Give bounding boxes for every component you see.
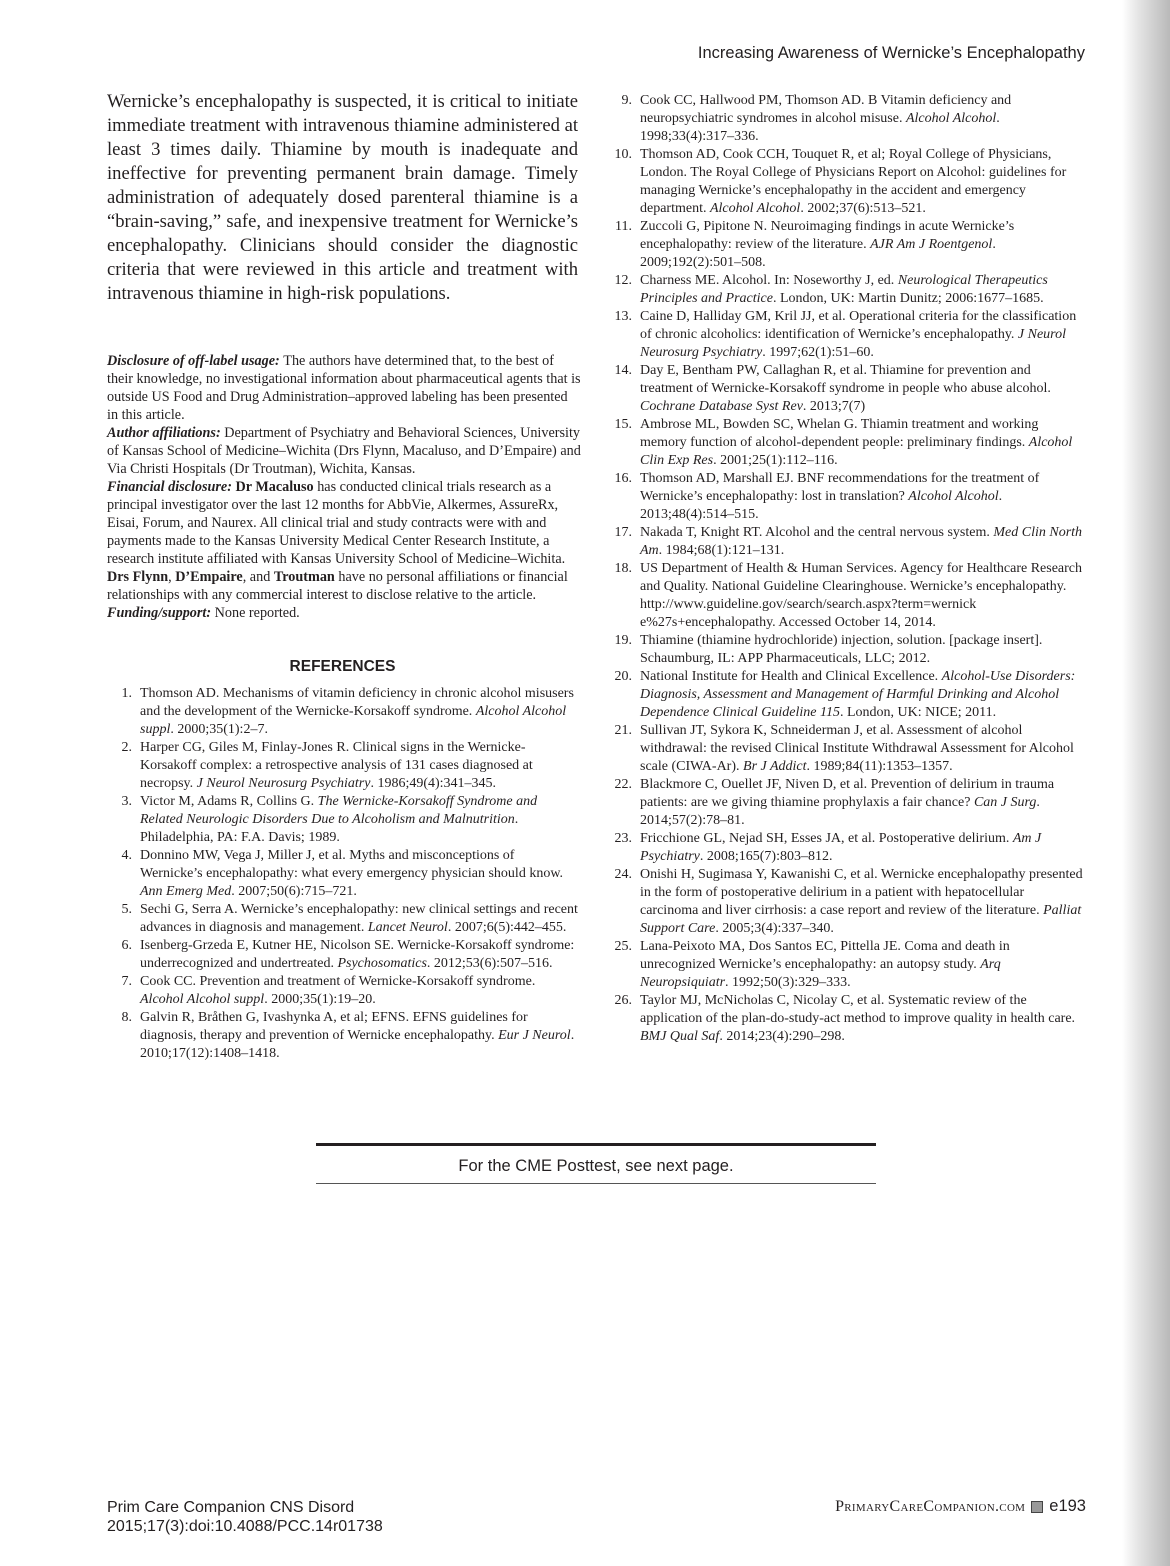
reference-text xyxy=(640,218,1085,272)
reference-item xyxy=(107,937,578,973)
reference-number: 26. xyxy=(614,993,632,1008)
reference-item xyxy=(607,218,1085,272)
reference-text xyxy=(140,685,578,739)
reference-text xyxy=(640,632,1085,668)
doi: 2015;17(3):doi:10.4088/PCC.14r01738 xyxy=(107,1518,383,1535)
reference-number: 25. xyxy=(614,939,632,954)
reference-body: Charness ME. Alcohol. In: Noseworthy J, ed. xyxy=(640,273,898,288)
reference-item xyxy=(107,739,578,793)
reference-body: Taylor MJ, McNicholas C, Nicolay C, et al. Systematic review of the application of the plan-do-study-act method to improve quality in health care. xyxy=(640,993,1076,1026)
reference-details: . London, UK: Martin Dunitz; 2006:1677–1685. xyxy=(772,291,1044,306)
reference-details: . 2001;25(1):112–116. xyxy=(713,453,838,468)
page-number: e193 xyxy=(1049,1497,1086,1515)
reference-details: . 2007;6(5):442–455. xyxy=(447,920,567,935)
journal-name: Prim Care Companion CNS Disord xyxy=(107,1499,355,1516)
reference-text xyxy=(640,92,1085,146)
author-name: D’Empaire xyxy=(175,569,243,585)
reference-text xyxy=(640,416,1085,470)
reference-text xyxy=(140,973,578,1009)
reference-details: . 1989;84(11):1353–1357. xyxy=(806,759,953,774)
reference-item xyxy=(607,308,1085,362)
reference-details: . 1998;33(4):317–336. xyxy=(640,111,1000,144)
reference-number: 22. xyxy=(614,777,632,792)
reference-body: Donnino MW, Vega J, Miller J, et al. Myths and misconceptions of Wernicke’s encephalopathy: what every emergency physician should know. xyxy=(140,848,564,881)
reference-details: . 2000;35(1):19–20. xyxy=(264,992,376,1007)
reference-body: Nakada T, Knight RT. Alcohol and the central nervous system. xyxy=(640,525,994,540)
reference-text xyxy=(640,668,1085,722)
reference-source: BMJ Qual Saf xyxy=(640,1029,720,1044)
reference-details: . 2009;192(2):501–508. xyxy=(640,237,996,270)
reference-body: Lana-Peixoto MA, Dos Santos EC, Pittella JE. Coma and death in unrecognized Wernicke’s encephalopathy: an autopsy study. xyxy=(640,939,1010,972)
disclosure-text: None reported. xyxy=(214,605,300,621)
disclosure-text: has conducted clinical trials research as a principal investigator over the last 12 months for AbbVie, Alkermes, AssureRx, Eisai, Forum, and Naurex. All clinical trial and study contracts were with and payments made to the Kansas University Medical Center Research Institute, a research institute affiliated with Kansas University School of Medicine–Wichita. xyxy=(107,479,566,567)
reference-body: Thomson AD, Marshall EJ. BNF recommendations for the treatment of Wernicke’s encephalopathy: lost in translation? xyxy=(640,471,1040,504)
reference-body: Victor M, Adams R, Collins G. xyxy=(140,794,318,809)
reference-item xyxy=(607,776,1085,830)
reference-body: Galvin R, Bråthen G, Ivashynka A, et al; EFNS. EFNS guidelines for diagnosis, therapy and prevention of Wernicke encephalopathy. xyxy=(140,1010,528,1043)
reference-number: 21. xyxy=(614,723,632,738)
reference-number: 8. xyxy=(121,1010,132,1025)
page-edge-shadow xyxy=(1122,0,1170,1566)
reference-source: Alcohol Alcohol xyxy=(905,111,997,126)
reference-number: 11. xyxy=(615,219,632,234)
reference-item xyxy=(607,722,1085,776)
reference-number: 10. xyxy=(614,147,632,162)
reference-text xyxy=(640,560,1085,632)
reference-text xyxy=(140,847,578,901)
reference-item xyxy=(607,668,1085,722)
disclosure-text: Department of Psychiatry and Behavioral Sciences, University of Kansas School of Medicine–Wichita (Drs Flynn, Macaluso, and D’Empaire) and Via Christi Hospitals (Dr Troutman), Wichita, Kansas. xyxy=(107,425,581,477)
reference-source: J Neurol Neurosurg Psychiatry xyxy=(196,776,371,791)
reference-source: Cochrane Database Syst Rev xyxy=(640,399,803,414)
reference-number: 18. xyxy=(614,561,632,576)
reference-body: Caine D, Halliday GM, Kril JJ, et al. Operational criteria for the classification of chronic alcoholics: identification of Wernicke’s encephalopathy. xyxy=(640,309,1077,342)
reference-item xyxy=(607,992,1085,1046)
cme-posttest-note: For the CME Posttest, see next page. xyxy=(316,1143,876,1184)
reference-details: . 2013;7(7) xyxy=(802,399,866,414)
reference-details: . 1984;68(1):121–131. xyxy=(658,543,785,558)
reference-item xyxy=(107,793,578,847)
reference-body: Cook CC. Prevention and treatment of Wernicke-Korsakoff syndrome. xyxy=(140,974,536,989)
reference-item xyxy=(607,524,1085,560)
reference-list-left xyxy=(107,685,578,1063)
references-heading: REFERENCES xyxy=(289,658,396,675)
disclosure-paragraph xyxy=(107,424,582,478)
reference-details: . 2007;50(6):715–721. xyxy=(231,884,357,899)
reference-body: National Institute for Health and Clinical Excellence. xyxy=(640,669,942,684)
reference-details: . 1992;50(3):329–333. xyxy=(725,975,851,990)
reference-source: Psychosomatics xyxy=(337,956,427,971)
reference-item xyxy=(107,1009,578,1063)
reference-number: 6. xyxy=(121,938,132,953)
reference-details: . 1997;62(1):51–60. xyxy=(762,345,874,360)
reference-text xyxy=(640,992,1085,1046)
reference-number: 23. xyxy=(614,831,632,846)
reference-number: 14. xyxy=(614,363,632,378)
reference-details: . London, UK: NICE; 2011. xyxy=(839,705,997,720)
reference-source: Alcohol Alcohol xyxy=(709,201,801,216)
disclosure-text: , and xyxy=(242,569,274,585)
reference-item xyxy=(107,973,578,1009)
reference-body: Isenberg-Grzeda E, Kutner HE, Nicolson SE. Wernicke-Korsakoff syndrome: underrecognized and undertreated. xyxy=(140,938,575,971)
reference-text xyxy=(640,272,1085,308)
reference-details: . 2002;37(6):513–521. xyxy=(800,201,926,216)
reference-number: 4. xyxy=(121,848,132,863)
reference-text xyxy=(640,830,1085,866)
reference-text xyxy=(140,1009,578,1063)
reference-details: . 2013;48(4):514–515. xyxy=(640,489,1003,522)
reference-text xyxy=(140,739,578,793)
reference-source: Ann Emerg Med xyxy=(140,884,232,899)
reference-item xyxy=(607,632,1085,668)
disclosure-paragraph xyxy=(107,352,582,424)
reference-body: US Department of Health & Human Services. Agency for Healthcare Research and Quality. National Guideline Clearinghouse. Wernicke’s encephalopathy. http://www.guideline.gov/search/search.aspx?term=wernick e%27s+encephalopathy. Accessed October 14, 2014. xyxy=(640,561,1083,630)
reference-details: . 2014;57(2):78–81. xyxy=(640,795,1040,828)
reference-body: Thiamine (thiamine hydrochloride) injection, solution. [package insert]. Schaumburg, IL: APP Pharmaceuticals, LLC; 2012. xyxy=(640,633,1043,666)
reference-number: 9. xyxy=(621,93,632,108)
reference-source: Am J Psychiatry xyxy=(640,831,1042,864)
reference-body: Thomson AD. Mechanisms of vitamin deficiency in chronic alcohol misusers and the development of the Wernicke-Korsakoff syndrome. xyxy=(140,686,574,719)
reference-item xyxy=(607,272,1085,308)
author-name: Drs Flynn xyxy=(107,569,169,585)
reference-body: Fricchione GL, Nejad SH, Esses JA, et al. Postoperative delirium. xyxy=(640,831,1013,846)
reference-number: 20. xyxy=(614,669,632,684)
reference-source: Alcohol Alcohol xyxy=(908,489,999,504)
footer-citation xyxy=(107,1498,383,1536)
reference-details: . 1986;49(4):341–345. xyxy=(370,776,497,791)
reference-text xyxy=(640,362,1085,416)
reference-number: 16. xyxy=(614,471,632,486)
disclosure-paragraph xyxy=(107,604,582,622)
reference-body: Ambrose ML, Bowden SC, Whelan G. Thiamin treatment and working memory function of alcohol-dependent people: preliminary findings. xyxy=(640,417,1039,450)
reference-text xyxy=(640,470,1085,524)
reference-body: Blackmore C, Ouellet JF, Niven D, et al. Prevention of delirium in trauma patients: are we giving thiamine prophylaxis a fair chance? xyxy=(640,777,1055,810)
disclosure-text: The authors have determined that, to the best of their knowledge, no investigational information about pharmaceutical agents that is outside US Food and Drug Administration–approved labeling has been presented in this article. xyxy=(107,353,581,423)
reference-source: Palliat Support Care xyxy=(640,903,1082,936)
reference-source: Eur J Neurol xyxy=(498,1028,571,1043)
disclosure-label: Financial disclosure: xyxy=(107,479,236,495)
reference-source: J Neurol Neurosurg Psychiatry xyxy=(640,327,1066,360)
conclusion-paragraph: Wernicke’s encephalopathy is suspected, it is critical to initiate immediate treatment with intravenous thiamine administered at least 3 times daily. Thiamine by mouth is inadequate and ineffective for preventing permanent brain damage. Timely administration of adequately dosed parenteral thiamine is a “brain-saving,” safe, and inexpensive treatment for Wernicke’s encephalopathy. Clinicians should consider the diagnostic criteria that were reviewed in this article and treatment with intravenous thiamine in high-risk populations. xyxy=(107,91,578,304)
reference-item xyxy=(607,362,1085,416)
reference-item xyxy=(107,901,578,937)
reference-text xyxy=(640,524,1085,560)
reference-text xyxy=(640,146,1085,218)
reference-details: . 2012;53(6):507–516. xyxy=(426,956,553,971)
reference-text xyxy=(140,793,578,847)
reference-item xyxy=(607,470,1085,524)
reference-source: Neurological Therapeutics Principles and Practice xyxy=(640,273,1048,306)
reference-details: . Philadelphia, PA: F.A. Davis; 1989. xyxy=(140,812,519,845)
reference-source: The Wernicke-Korsakoff Syndrome and Related Neurologic Disorders Due to Alcoholism and Malnutrition xyxy=(140,794,538,827)
reference-details: . 2005;3(4):337–340. xyxy=(715,921,834,936)
reference-source: AJR Am J Roentgenol xyxy=(870,237,993,252)
reference-text xyxy=(640,866,1085,938)
reference-text xyxy=(640,938,1085,992)
reference-number: 13. xyxy=(614,309,632,324)
reference-text xyxy=(640,776,1085,830)
disclosures xyxy=(107,352,582,622)
reference-body: Thomson AD, Cook CCH, Touquet R, et al; Royal College of Physicians, London. The Royal College of Physicians Report on Alcohol: guidelines for managing Wernicke’s encephalopathy in the accident and emergency department. xyxy=(640,147,1067,216)
reference-source: Arq Neuropsiquiatr xyxy=(640,957,1001,990)
reference-number: 17. xyxy=(614,525,632,540)
reference-source: Alcohol Alcohol suppl xyxy=(140,704,567,737)
reference-number: 19. xyxy=(614,633,632,648)
reference-text xyxy=(140,901,578,937)
disclosure-label: Disclosure of off-label usage: xyxy=(107,353,284,369)
square-bullet-icon xyxy=(1031,1501,1043,1513)
reference-source: Lancet Neurol xyxy=(367,920,448,935)
running-title: Increasing Awareness of Wernicke’s Encephalopathy xyxy=(697,44,1085,62)
reference-details: . 2000;35(1):2–7. xyxy=(170,722,268,737)
reference-number: 2. xyxy=(121,740,132,755)
disclosure-paragraph xyxy=(107,478,582,604)
reference-source: Br J Addict xyxy=(743,759,807,774)
reference-body: Cook CC, Hallwood PM, Thomson AD. B Vitamin deficiency and neuropsychiatric syndromes in alcohol misuse. xyxy=(640,93,1012,126)
reference-details: . 2010;17(12):1408–1418. xyxy=(140,1028,575,1061)
disclosure-label: Funding/support: xyxy=(107,605,215,621)
website-link[interactable]: PrimaryCareCompanion.com xyxy=(835,1497,1026,1515)
reference-details: . 2008;165(7):803–812. xyxy=(699,849,833,864)
reference-source: Alcohol Alcohol suppl xyxy=(140,992,265,1007)
reference-item xyxy=(607,866,1085,938)
reference-source: Alcohol Clin Exp Res xyxy=(640,435,1073,468)
reference-item xyxy=(607,146,1085,218)
reference-text xyxy=(640,722,1085,776)
disclosure-text: , xyxy=(168,569,176,585)
reference-item xyxy=(607,830,1085,866)
reference-details: . 2014;23(4):290–298. xyxy=(719,1029,845,1044)
reference-item xyxy=(607,92,1085,146)
reference-number: 15. xyxy=(614,417,632,432)
reference-body: Zuccoli G, Pipitone N. Neuroimaging findings in acute Wernicke’s encephalopathy: review of the literature. xyxy=(640,219,1015,252)
reference-text xyxy=(140,937,578,973)
author-name: Troutman xyxy=(273,569,335,585)
reference-number: 3. xyxy=(121,794,132,809)
footer-right xyxy=(835,1497,1086,1516)
reference-number: 1. xyxy=(121,686,132,701)
reference-item xyxy=(607,416,1085,470)
disclosure-text: have no personal affiliations or financial relationships with any commercial interest to disclose relative to the article. xyxy=(107,569,568,603)
reference-text xyxy=(640,308,1085,362)
reference-body: Sechi G, Serra A. Wernicke’s encephalopathy: new clinical settings and recent advances in diagnosis and management. xyxy=(140,902,578,935)
reference-body: Harper CG, Giles M, Finlay-Jones R. Clinical signs in the Wernicke-Korsakoff complex: a retrospective analysis of 131 cases diagnosed at necropsy. xyxy=(140,740,533,791)
reference-list-right xyxy=(607,92,1085,1046)
reference-source: Med Clin North Am xyxy=(640,525,1083,558)
reference-number: 5. xyxy=(121,902,132,917)
reference-item xyxy=(107,685,578,739)
reference-source: Alcohol-Use Disorders: Diagnosis, Assessment and Management of Harmful Drinking and Alcohol Dependence Clinical Guideline 115 xyxy=(640,669,1076,720)
author-name: Dr Macaluso xyxy=(235,479,314,495)
reference-item xyxy=(607,938,1085,992)
reference-item xyxy=(107,847,578,901)
reference-body: Day E, Bentham PW, Callaghan R, et al. Thiamine for prevention and treatment of Wernicke-Korsakoff syndrome in people who abuse alcohol. xyxy=(640,363,1051,396)
reference-source: Can J Surg xyxy=(973,795,1037,810)
reference-body: Onishi H, Sugimasa Y, Kawanishi C, et al. Wernicke encephalopathy presented in the form of postoperative delirium in a patient with hepatocellular carcinoma and liver cirrhosis: a case report and review of the literature. xyxy=(640,867,1083,918)
disclosure-label: Author affiliations: xyxy=(107,425,225,441)
reference-body: Sullivan JT, Sykora K, Schneiderman J, et al. Assessment of alcohol withdrawal: the revised Clinical Institute Withdrawal Assessment for Alcohol scale (CIWA-Ar). xyxy=(640,723,1074,774)
reference-item xyxy=(607,560,1085,632)
reference-number: 12. xyxy=(614,273,632,288)
reference-number: 24. xyxy=(614,867,632,882)
reference-number: 7. xyxy=(121,974,132,989)
